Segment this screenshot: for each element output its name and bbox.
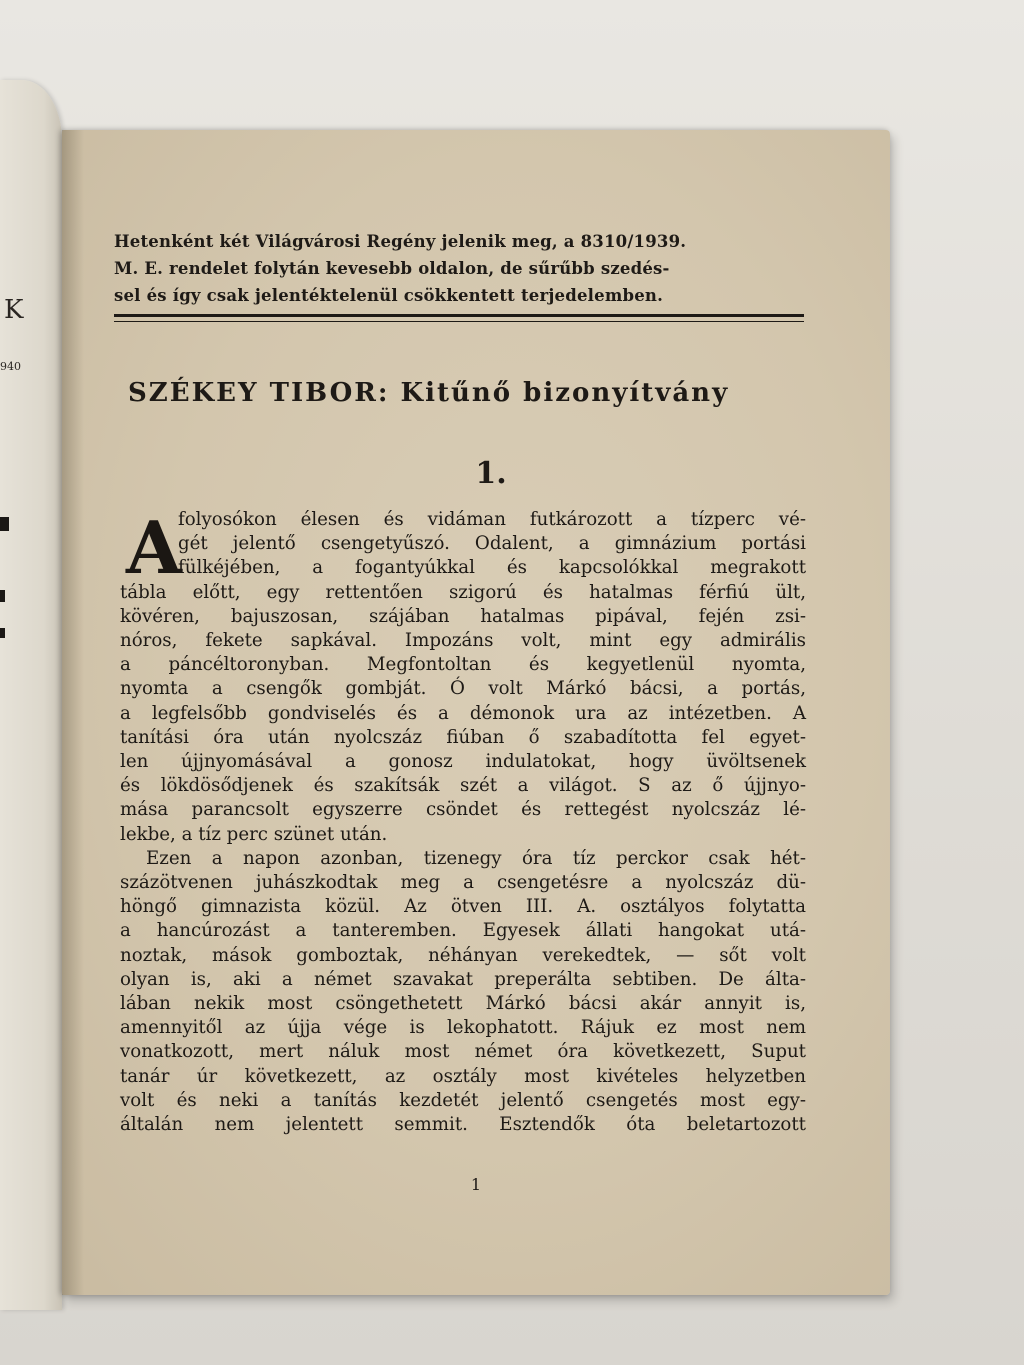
drop-cap: A [126,505,182,590]
body-line: a hancúrozást a tanteremben. Egyesek állati hangokat utá- [120,920,806,942]
page-number: 1 [470,1175,482,1194]
body-line: mása parancsolt egyszerre csöndet és rettegést nyolcszáz lé- [120,799,806,821]
body-line: kövéren, bajuszosan, szájában hatalmas pipával, fején zsi- [120,605,806,627]
body-line: vonatkozott, mert náluk most német óra következett, Suput [120,1041,806,1063]
body-line: a páncéltoronyban. Megfontoltan és kegyetlenül nyomta, [120,654,806,676]
body-line: volt és neki a tanítás kezdetét jelentő csengetés most egy- [120,1089,806,1111]
body-line: höngő gimnazista közül. Az ötven III. A. osztályos folytatta [120,896,806,918]
body-line: fülkéjében, a fogantyúkkal és kapcsolókkal megrakott [178,557,806,579]
body-line: lában nekik most csöngethetett Márkó bácsi akár annyit is, [120,993,806,1015]
left-page-ink-mark [0,590,5,602]
body-line: nyomta a csengők gombját. Ó volt Márkó bácsi, a portás, [120,678,806,700]
body-line: tábla előtt, egy rettentően szigorú és hatalmas férfiú ült, [120,581,806,603]
notice-line: Hetenként két Világvárosi Regény jelenik meg, a 8310/1939. [114,232,687,251]
left-page-ink-mark [0,628,5,638]
body-line: noztak, mások gomboztak, néhányan verekedtek, — sőt volt [120,944,806,966]
body-line: amennyitől az újja vége is lekophatott. Rájuk ez most nem [120,1017,806,1039]
body-line: tanítási óra után nyolcszáz fiúban ő szabadította fel egyet- [120,726,806,748]
body-line: nóros, fekete sapkával. Impozáns volt, mint egy admirális [120,630,806,652]
publisher-notice [114,228,804,309]
page-gutter-shadow [62,130,84,1295]
left-page-letter-fragment: K [4,295,24,325]
body-line: gét jelentő csengetyűszó. Odalent, a gimnázium portási [178,533,806,555]
notice-rule-thick [114,314,804,317]
book-page [62,130,890,1295]
body-text [120,505,806,1137]
body-line: Ezen a napon azonban, tizenegy óra tíz perckor csak hét- [146,847,806,869]
story-title: SZÉKEY TIBOR: Kitűnő bizonyítvány [128,378,730,408]
left-page-ink-mark [0,517,9,531]
left-page-year-fragment: 940 [0,360,21,373]
body-line: olyan is, aki a német szavakat preperálta sebtiben. De álta- [120,968,806,990]
body-line: és lökdösődjenek és szakítsák szét a világot. S az ő újjnyo- [120,775,806,797]
body-line: tanár úr következett, az osztály most kivételes helyzetben [120,1065,806,1087]
body-line: len újjnyomásával a gonosz indulatokat, hogy üvöltsenek [120,751,806,773]
left-page-edge [0,80,62,1310]
notice-line: sel és így csak jelentéktelenül csökkentett terjedelemben. [114,286,664,305]
body-line: százötvenen juhászkodtak meg a csengetésre a nyolcszáz dü- [120,872,806,894]
notice-line: M. E. rendelet folytán kevesebb oldalon, de sűrűbb szedés- [114,259,670,278]
body-line: a legfelsőbb gondviselés és a démonok ura az intézetben. A [120,702,806,724]
notice-rule-thin [114,321,804,322]
chapter-number: 1. [475,456,507,491]
body-line: lekbe, a tíz perc szünet után. [120,823,388,845]
body-line: általán nem jelentett semmit. Esztendők óta beletartozott [120,1114,806,1136]
body-line: folyosókon élesen és vidáman futkározott a tízperc vé- [178,509,806,530]
